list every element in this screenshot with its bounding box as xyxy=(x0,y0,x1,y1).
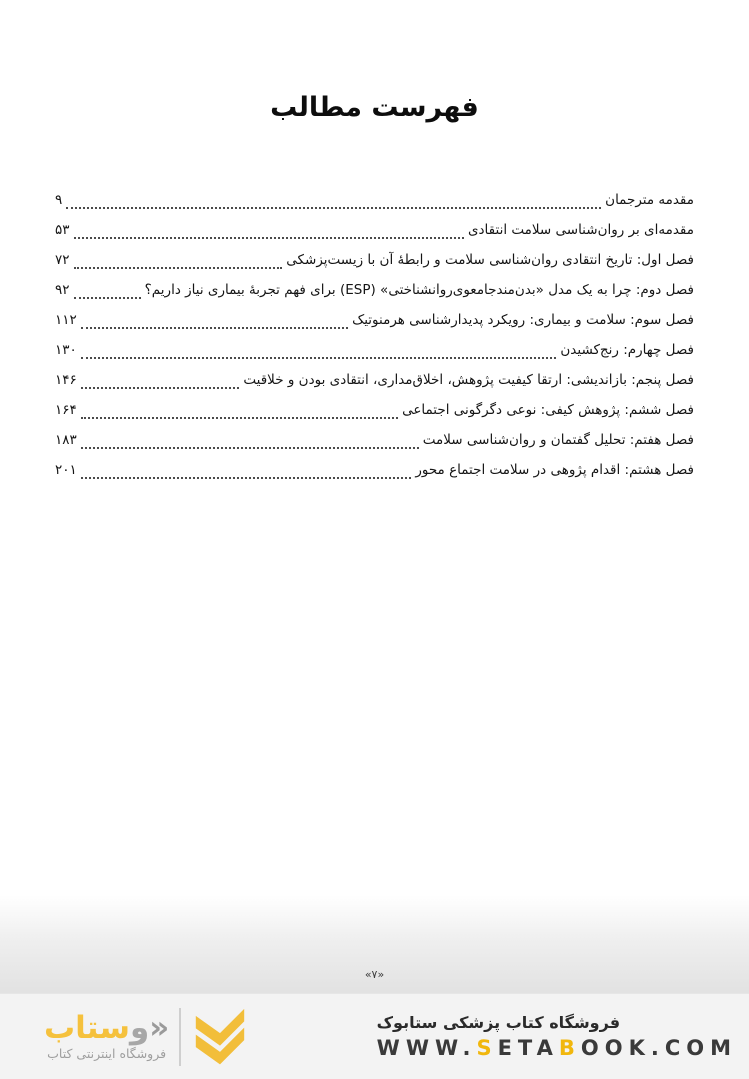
toc-page-number: ۱۸۳ xyxy=(55,432,77,448)
toc-page-number: ۱۴۶ xyxy=(55,372,77,388)
toc-entry xyxy=(55,251,694,269)
url-segment: OOK.COM xyxy=(580,1036,737,1060)
setabook-logo[interactable] xyxy=(44,1005,249,1069)
toc-page-number: ۱۱۲ xyxy=(55,312,77,328)
toc-page-number: ۹۲ xyxy=(55,282,70,298)
logo-divider-line xyxy=(179,1008,181,1066)
toc-leader-dots xyxy=(66,203,601,209)
footer-banner xyxy=(0,993,749,1079)
toc-entry-title: فصل هفتم: تحلیل گفتمان و روان‌شناسی سلامت xyxy=(422,432,694,448)
toc-entry-title: فصل چهارم: رنج‌کشیدن xyxy=(560,342,694,358)
wordmark-yellow-part: ستاب xyxy=(44,1010,130,1046)
toc-entry xyxy=(55,401,694,419)
wordmark-gray-part: و xyxy=(129,1010,150,1046)
toc-leader-dots xyxy=(81,353,557,359)
toc-entry xyxy=(55,341,694,359)
page-number: «۷» xyxy=(364,968,385,981)
toc-entry xyxy=(55,431,694,449)
toc-page-number: ۲۰۱ xyxy=(55,462,77,478)
toc-entry-title: فصل اول: تاریخ انتقادی روان‌شناسی سلامت و رابطهٔ آن با زیست‌پزشکی xyxy=(286,252,694,268)
logo-tagline: فروشگاه اینترنتی کتاب xyxy=(47,1046,167,1061)
toc-leader-dots xyxy=(74,293,141,299)
url-segment: ETA xyxy=(497,1036,559,1060)
toc-page-number: ۹ xyxy=(55,192,63,208)
url-segment: WWW. xyxy=(376,1036,477,1060)
toc-entry-title: فصل سوم: سلامت و بیماری: رویکرد پدیدارشناسی هرمنوتیک xyxy=(352,312,694,328)
double-chevron-emblem-icon xyxy=(191,1005,249,1069)
toc-page-number: ۵۳ xyxy=(55,222,70,238)
toc-leader-dots xyxy=(81,473,412,479)
url-segment-accent: B xyxy=(558,1036,581,1060)
url-segment-accent: S xyxy=(476,1036,498,1060)
website-url[interactable] xyxy=(377,1036,737,1060)
toc-entry xyxy=(55,191,694,209)
toc-entry xyxy=(55,221,694,239)
table-of-contents xyxy=(55,191,694,479)
toc-page-number: ۱۶۴ xyxy=(55,402,77,418)
toc-entry xyxy=(55,371,694,389)
toc-page-number: ۷۲ xyxy=(55,252,70,268)
toc-entry xyxy=(55,281,694,299)
page-title: فهرست مطالب xyxy=(270,92,479,123)
toc-leader-dots xyxy=(81,323,348,329)
store-name-line: فروشگاه کتاب پزشکی ستابوک xyxy=(376,1013,621,1032)
toc-entry-title: فصل دوم: چرا به یک مدل «بدن‌مندجامعوی‌روانشناختی» (ESP) برای فهم تجربهٔ بیماری نیاز داریم؟ xyxy=(144,282,694,298)
toc-entry xyxy=(55,311,694,329)
toc-entry-title: فصل پنجم: بازاندیشی: ارتقا کیفیت پژوهش، اخلاق‌مداری، انتقادی بودن و خلاقیت xyxy=(243,372,694,388)
toc-leader-dots xyxy=(74,233,464,239)
setabook-wordmark xyxy=(44,1012,169,1044)
toc-entry xyxy=(55,461,694,479)
logo-chevron-mark: « xyxy=(149,1010,170,1046)
setabook-wordmark-block xyxy=(44,1012,169,1061)
toc-entry-title: مقدمه مترجمان xyxy=(605,192,694,208)
toc-page-number: ۱۳۰ xyxy=(55,342,77,358)
footer-store-info xyxy=(377,1013,739,1060)
toc-entry-title: فصل هشتم: اقدام پژوهی در سلامت اجتماع محور xyxy=(415,462,694,478)
toc-leader-dots xyxy=(74,263,283,269)
toc-leader-dots xyxy=(81,413,398,419)
toc-entry-title: فصل ششم: پژوهش کیفی: نوعی دگرگونی اجتماعی xyxy=(402,402,694,418)
toc-entry-title: مقدمه‌ای بر روان‌شناسی سلامت انتقادی xyxy=(467,222,694,238)
toc-leader-dots xyxy=(81,443,419,449)
toc-leader-dots xyxy=(81,383,240,389)
